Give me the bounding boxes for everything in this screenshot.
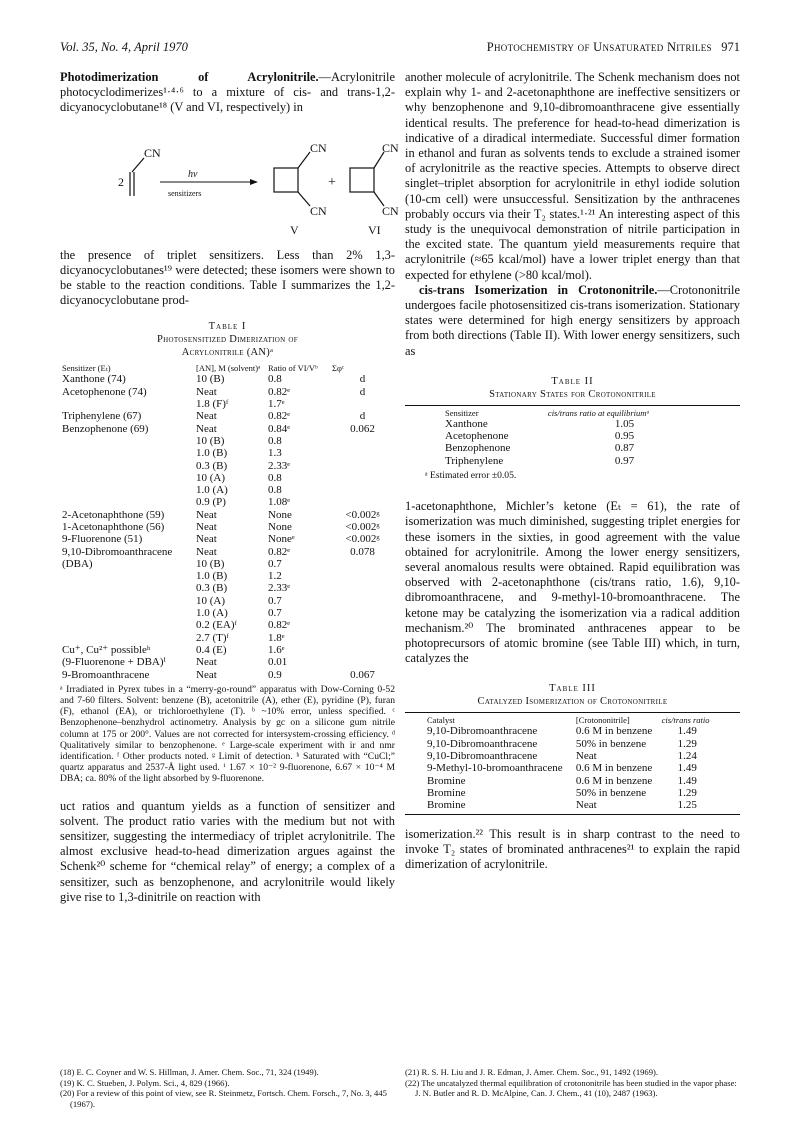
table-cell: 2-Acetonaphthone (59) [62, 508, 165, 521]
isomerization-paragraph [405, 283, 740, 359]
table-cell: 1.08ᵉ [268, 496, 291, 509]
table-row [60, 570, 395, 582]
table1-footnote: ᵃ Irradiated in Pyrex tubes in a “merry-go-round” apparatus with Dow-Corning 0-52 and 7-60 filters. Solvent: benzene (B), acetonitrile (A), ether (E), pyridine (P), furan (F), ethanol (EA), or trichloroethylene (T). ᵇ ~10% error, unless specified. ᶜ Benzophenone–benzhydrol actinometry. Analysis by gc on a silicone gum nitrile column at 175 or 200°. Values are not corrected for intersystem-crossing efficiency. ᵈ Qualitatively similar to benzophenone. ᵉ Large-scale experiment with ir and nmr identification. ᶠ Other products noted. ᵍ Limit of detection. ʰ Saturated with “CuCl;” quartz apparatus and 2537-Å light used. ⁱ 1.67 × 10⁻² 9-fluorenone, 6.67 × 10⁻⁴ M DBA; ca. 80% of the light absorbed by 9-fluorenone. [60, 683, 395, 785]
table-row [60, 423, 395, 435]
table-cell: 0.3 (B) [196, 582, 228, 595]
table-cell: 0.82ᵉ [268, 545, 291, 558]
table2 [443, 408, 703, 467]
table-cell: 0.4 (E) [196, 643, 227, 656]
table-cell: 2.7 (T)ᶠ [196, 631, 229, 644]
table-cell: 50% in benzene [575, 737, 647, 750]
table-cell: d [359, 410, 366, 423]
table-cell: (9-Fluorenone + DBA)ⁱ [62, 656, 166, 669]
arrow-label-sensitizers: sensitizers [168, 188, 202, 198]
reaction-scheme-drawing [60, 122, 399, 242]
table-cell: d [359, 385, 366, 398]
reference-item: (19) K. C. Stueben, J. Polym. Sci., 4, 829 (1966). [60, 1077, 230, 1088]
section-heading-photodimerization: Photodimerization of Acrylonitrile. [60, 70, 319, 84]
table-cell: (DBA) [62, 557, 93, 570]
table-row [60, 558, 395, 570]
table-row [60, 632, 395, 644]
table-header-cell: Sensitizer [445, 407, 479, 418]
table-cell: 0.067 [350, 668, 375, 681]
table-cell: 0.82ᵉ [268, 410, 291, 423]
table-cell: 1.0 (B) [196, 570, 228, 583]
table-cell: 0.078 [350, 545, 375, 558]
table-cell: 2.33ᵉ [268, 582, 291, 595]
table-header-row [425, 715, 715, 725]
table-cell: None [268, 520, 292, 533]
references-left [60, 1067, 395, 1109]
cn-label: CN [310, 140, 327, 155]
table-row [60, 447, 395, 459]
table-cell: 0.9 (P) [196, 496, 226, 509]
left-column [60, 70, 399, 905]
table-cell: 0.2 (EA)ᶠ [196, 619, 237, 632]
table-cell: 10 (B) [196, 373, 225, 386]
table-cell: 0.01 [268, 656, 288, 669]
reference-item: (18) E. C. Coyner and W. S. Hillman, J. Amer. Chem. Soc., 71, 324 (1949). [60, 1067, 319, 1077]
table-cell: Triphenylene (67) [62, 410, 142, 423]
table2-number: Table II [551, 375, 594, 387]
journal-issue: Vol. 35, No. 4, April 1970 [60, 40, 188, 54]
table-cell: Neat [196, 422, 217, 435]
table-cell [330, 484, 395, 496]
table-row [60, 607, 395, 619]
table-cell [330, 656, 395, 668]
table-cell [330, 460, 395, 472]
table-cell: Cu⁺, Cu²⁺ possibleʰ [62, 643, 151, 656]
table-cell [60, 632, 194, 644]
running-header [60, 40, 740, 62]
table-cell: 1.49 [677, 762, 697, 775]
table-row [60, 595, 395, 607]
table-cell: Neat [196, 545, 217, 558]
table-cell [60, 484, 194, 496]
table-cell: 1.2 [268, 570, 282, 583]
table-cell [330, 398, 395, 410]
table-cell: 1.24 [677, 750, 697, 763]
table-row [60, 644, 395, 656]
table-row [425, 750, 715, 762]
table-cell: 9-Methyl-10-bromoanthracene [427, 762, 563, 775]
compound-label-v: V [290, 222, 299, 237]
cn-label: CN [144, 145, 161, 160]
table-cell [60, 595, 194, 607]
table-cell: Neat [196, 533, 217, 546]
table-cell: <0.002ᵍ [345, 508, 380, 521]
table-header-cell: Σφᶜ [332, 363, 345, 374]
table-row [60, 669, 395, 681]
table-row [60, 410, 395, 422]
table-cell: 1.49 [677, 725, 697, 738]
table-cell [60, 447, 194, 459]
table-cell: Neat [575, 799, 597, 812]
table-cell: 0.7 [268, 607, 282, 620]
table-cell: Bromine [427, 799, 466, 812]
table-cell: 1.3 [268, 447, 282, 460]
table-cell [330, 644, 395, 656]
table-cell: 1.29 [677, 786, 697, 799]
table-cell [60, 582, 194, 594]
table-row [425, 775, 715, 787]
table-cell [60, 619, 194, 631]
table-cell: 0.6 M in benzene [575, 762, 653, 775]
table-header-cell: cis/trans ratio at equilibriumᵃ [547, 407, 650, 418]
table-cell: Neat [196, 656, 217, 669]
table-row [60, 496, 395, 508]
table-cell: 9,10-Dibromoanthracene [62, 545, 173, 558]
table-row [425, 799, 715, 811]
table2-caption [405, 375, 740, 401]
table-row [425, 787, 715, 799]
table1-title-line1: Photosensitized Dimerization of [156, 334, 298, 346]
table-header-cell: Ratio of VI/Vᵇ [268, 363, 318, 374]
table-header-cell: [Crotononitrile] [575, 715, 630, 726]
table-cell: 10 (A) [196, 471, 226, 484]
table-row [425, 762, 715, 774]
table-cell: <0.002ᵍ [345, 533, 380, 546]
table-cell [330, 435, 395, 447]
table-cell: Neat [196, 668, 217, 681]
running-title: Photochemistry of Unsaturated Nitriles [486, 40, 712, 54]
table-cell [60, 435, 194, 447]
table-cell: Neat [196, 385, 217, 398]
table-cell: Xanthone [445, 417, 488, 430]
isomerization-text: —Crotononitrile undergoes facile photosensitized cis-trans isomerization. Stationary states were determined for high energy sensitizers by approach from both directions (Table II). With lower energy sensitizers, such as [405, 282, 740, 358]
table-cell: 1.49 [677, 774, 697, 787]
table-cell: 0.8 [268, 434, 282, 447]
table-cell: 0.3 (B) [196, 459, 228, 472]
table-row [60, 656, 395, 668]
table-cell: 1.8 (F)ᶠ [196, 398, 229, 411]
table-cell: 9,10-Dibromoanthracene [427, 725, 538, 738]
table-cell: 0.84ᵉ [268, 422, 291, 435]
paragraph: another molecule of acrylonitrile. The Schenk mechanism does not explain why 1- and 2-acetonaphthone are ineffective sensitizers or why benzophenone and 9,10-dibromoanthracene give essentially identical results. The preference for head-to-head dimerization is indicative of a diradical intermediate. Successful dimer formation in ethanol and furan as solvents tends to exclude a strained isomer of acrylonitrile as the reactive species. Attempts to observe direct singlet–triplet absorption for acrylonitrile in ethyl iodide solution (10-cm cell) were unsuccessful. Sensitization by the anthracenes probably occurs via their T₂ states.¹·²¹ An interesting aspect of this study is the unequivocal demonstration of nitrile participation in the excited state. The quantum yield measurements require that acrylonitrile (≈65 kcal/mol) have a lower triplet energy than that expected for ethylene (>80 kcal/mol). [405, 70, 740, 282]
table-cell: 10 (B) [196, 557, 225, 570]
table-cell [330, 619, 395, 631]
table-cell: 0.062 [350, 422, 375, 435]
table-row [60, 582, 395, 594]
table-rule [405, 405, 740, 406]
paragraph: uct ratios and quantum yields as a function of sensitizer and solvent. The product ratio varies with the medium but not with sensitizer, suggesting the intermediacy of triplet acrylonitrile. The almost exclusive head-to-head dimerization argues against the Schenk²⁰ scheme for “chemical relay” of energy; a complex of a sensitizer, such as benzophenone, and acrylonitrile would likely give rise to 1,3-dinitrile on reaction with [60, 798, 395, 904]
arrow-label-hv: hν [188, 168, 198, 180]
table-cell: d [359, 373, 366, 386]
table-cell: 0.8 [268, 471, 282, 484]
table-header-cell: Sensitizer (Eₜ) [62, 363, 111, 374]
table-cell: 9-Fluorenone (51) [62, 533, 143, 546]
table-cell: 1.0 (A) [196, 484, 228, 497]
table-row [60, 521, 395, 533]
table-cell: 0.9 [268, 668, 282, 681]
table-row [443, 442, 703, 454]
table3-caption [405, 682, 740, 708]
table-row [60, 472, 395, 484]
scheme-coefficient: 2 [118, 174, 124, 189]
intro-text: —Acrylonitrile photocyclodimerizes¹·⁴·⁶ to a mixture of cis- and trans-1,2-dicyanocyclobutane¹⁸ (V and VI, respectively) in [60, 70, 395, 115]
table-cell: 0.87 [614, 442, 635, 455]
table-cell: 0.8 [268, 484, 282, 497]
table-cell: 1.6ᵉ [268, 643, 285, 656]
cn-label: CN [382, 203, 399, 218]
table-rule [405, 712, 740, 713]
table-row [60, 460, 395, 472]
table-rule [405, 814, 740, 815]
header-right [487, 40, 740, 55]
table-row [60, 484, 395, 496]
table-row [425, 738, 715, 750]
table-cell: Xanthone (74) [62, 373, 126, 386]
table-cell: 0.97 [614, 454, 635, 467]
table-cell [330, 447, 395, 459]
table-cell: Noneᵉ [268, 533, 295, 546]
table1-number: Table I [208, 321, 247, 333]
table-cell: 1.05 [614, 417, 635, 430]
table-header-cell: [AN], M (solvent)ᵃ [196, 363, 261, 374]
table-cell: Benzophenone (69) [62, 422, 149, 435]
table-row [60, 546, 395, 558]
cn-label: CN [382, 140, 399, 155]
table-cell: 0.82ᵉ [268, 385, 291, 398]
table-cell: Bromine [427, 786, 466, 799]
table-cell: Acetophenone (74) [62, 385, 147, 398]
table-cell [330, 607, 395, 619]
table3 [425, 715, 715, 811]
table-cell: 0.7 [268, 594, 282, 607]
table-cell: 1.29 [677, 737, 697, 750]
plus-sign: + [328, 174, 336, 190]
table-cell [330, 558, 395, 570]
section-heading-isomerization: cis-trans Isomerization in Crotononitrile. [419, 282, 658, 297]
table3-title: Catalyzed Isomerization of Crotononitrile [477, 696, 668, 708]
reference-item: (20) For a review of this point of view, see R. Steinmetz, Fortsch. Chem. Forsch., 7, No. 3, 445 (1967). [60, 1088, 387, 1109]
table-cell: 50% in benzene [575, 786, 647, 799]
references-right [405, 1067, 740, 1099]
table-cell: 9,10-Dibromoanthracene [427, 750, 538, 763]
reference-item: (21) R. S. H. Liu and J. R. Edman, J. Amer. Chem. Soc., 91, 1492 (1969). [405, 1067, 659, 1077]
compound-label-vi: VI [368, 222, 381, 237]
paragraph: the presence of triplet sensitizers. Less than 2% 1,3-dicyanocyclobutanes¹⁹ were detected; these isomers were shown to be stable to the reaction conditions. Table I summarizes the 1,2-dicyanocyclobutane prod- [60, 247, 395, 308]
table-cell [330, 570, 395, 582]
table-row [60, 373, 395, 385]
intro-paragraph [60, 70, 395, 116]
table-cell [60, 607, 194, 619]
table-cell [60, 460, 194, 472]
table-cell: 9-Bromoanthracene [62, 668, 150, 681]
table-cell [330, 472, 395, 484]
table3-body [425, 725, 715, 811]
paragraph: 1-acetonaphthone, Michler’s ketone (Eₜ = 61), the rate of isomerization was much diminished, suggesting triplet energies for these isomers in the sixties, in good agreement with the value obtained for acrylonitrile. Among the lower energy sensitizers, several anomalous results were obtained. Rapid equilibration was observed with 2-acetonaphthone (cis/trans ratio, 1.6), 9,10-dibromoanthracene, and 9-methyl-10-bromoanthracene. The ketone may be catalyzing the isomerization via a radical addition mechanism.²⁰ The brominated anthracenes appear to be photoprecursors of atomic bromine (see Table III) which, in turn, catalyzes the [405, 499, 740, 666]
table-cell [330, 632, 395, 644]
table-cell: Benzophenone [445, 442, 511, 455]
table-row [60, 398, 395, 410]
table-cell: 2.33ᵉ [268, 459, 291, 472]
table-cell: 9,10-Dibromoanthracene [427, 737, 538, 750]
table-cell: 0.7 [268, 557, 282, 570]
table-row [425, 725, 715, 737]
table-header-row [60, 363, 395, 373]
table-cell: 0.8 [268, 373, 282, 386]
table-cell: Neat [575, 750, 597, 763]
table-cell: 1.0 (A) [196, 607, 228, 620]
cn-label: CN [310, 203, 327, 218]
table-cell [60, 398, 194, 410]
table-cell: Neat [196, 520, 217, 533]
table-cell: 0.82ᵉ [268, 619, 291, 632]
table-row [443, 430, 703, 442]
table-row [60, 509, 395, 521]
table-row [60, 435, 395, 447]
table-cell: 1.7ᵉ [268, 398, 285, 411]
table-cell: 1.0 (B) [196, 447, 228, 460]
table2-body [443, 418, 703, 467]
table-cell: 1.8ᵉ [268, 631, 285, 644]
table-row [443, 418, 703, 430]
table-cell [60, 472, 194, 484]
reference-item: (22) The uncatalyzed thermal equilibration of crotononitrile has been studied in the vapor phase: J. N. Butler and R. D. McAlpine, Can. J. Chem., 41 (10), 2487 (1963). [405, 1077, 737, 1099]
table-cell: Acetophenone [445, 430, 509, 443]
table-cell [330, 496, 395, 508]
table-cell: Bromine [427, 774, 466, 787]
table-header-row [443, 408, 703, 418]
table-cell [60, 570, 194, 582]
table-cell: None [268, 508, 292, 521]
table-cell [330, 595, 395, 607]
table-header-cell: Catalyst [427, 715, 455, 726]
table1-caption [60, 320, 395, 359]
table-cell: Neat [196, 410, 217, 423]
table3-number: Table III [549, 683, 596, 695]
table1 [60, 363, 395, 680]
table-cell: 10 (A) [196, 594, 226, 607]
table-cell: 0.6 M in benzene [575, 774, 653, 787]
table-header-cell: cis/trans ratio [661, 715, 710, 726]
right-column [405, 70, 740, 872]
table1-title-line2: Acrylonitrile (AN)ᵃ [181, 347, 274, 359]
table-cell: Triphenylene [445, 454, 504, 467]
table-cell: 10 (B) [196, 434, 225, 447]
table2-footnote: ᵃ Estimated error ±0.05. [425, 470, 517, 482]
table-cell: Neat [196, 508, 217, 521]
table-cell [330, 582, 395, 594]
table-cell: <0.002ᵍ [345, 520, 380, 533]
table-row [60, 386, 395, 398]
table-row [60, 533, 395, 545]
paragraph: isomerization.²² This result is in sharp contrast to the need to invoke T₂ states of brominated anthracenes²¹ to explain the rapid dimerization of acrylonitrile. [405, 826, 740, 871]
table-cell: 1-Acetonaphthone (56) [62, 520, 165, 533]
table-cell: 1.25 [677, 799, 697, 812]
table-cell [60, 496, 194, 508]
table-cell: 0.95 [614, 430, 635, 443]
table1-body [60, 373, 395, 680]
table-cell: 0.6 M in benzene [575, 725, 653, 738]
table2-title: Stationary States for Crotononitrile [489, 388, 656, 400]
reaction-scheme [60, 122, 399, 242]
page-number: 971 [721, 40, 740, 54]
table-row [60, 619, 395, 631]
table-row [443, 455, 703, 467]
